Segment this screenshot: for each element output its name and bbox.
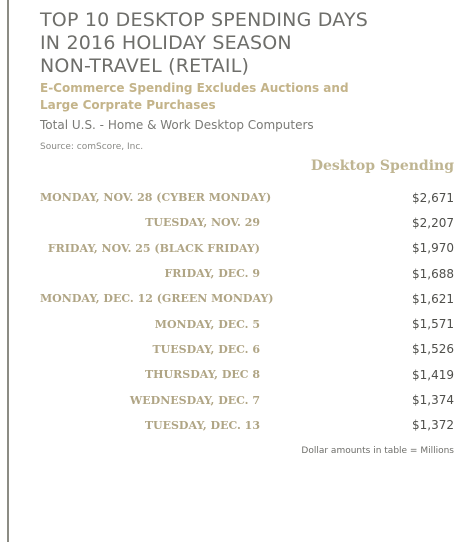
row-value: $1,526 xyxy=(412,342,454,357)
row-label: MONDAY, DEC. 5 xyxy=(154,317,260,331)
row-label: TUESDAY, NOV. 29 xyxy=(145,216,260,230)
title-line: TOP 10 DESKTOP SPENDING DAYS xyxy=(40,9,369,31)
table-row xyxy=(40,261,454,286)
row-label: MONDAY, DEC. 12 (GREEN MONDAY) xyxy=(40,292,274,306)
row-label: TUESDAY, DEC. 6 xyxy=(152,342,260,356)
title-line: NON-TRAVEL (RETAIL) xyxy=(40,55,250,77)
row-label: FRIDAY, NOV. 25 (BLACK FRIDAY) xyxy=(47,241,260,255)
row-label: WEDNESDAY, DEC. 7 xyxy=(129,393,260,407)
table-row xyxy=(40,413,454,438)
table-row xyxy=(40,210,454,235)
page-title xyxy=(40,9,454,78)
spending-table xyxy=(40,157,454,456)
table-row xyxy=(40,362,454,387)
row-value: $2,671 xyxy=(412,190,454,205)
row-value: $1,372 xyxy=(412,418,454,433)
table-row xyxy=(40,387,454,412)
row-label: TUESDAY, DEC. 13 xyxy=(144,418,260,432)
table-row xyxy=(40,236,454,261)
row-label: THURSDAY, DEC 8 xyxy=(144,368,260,382)
row-value: $2,207 xyxy=(412,215,454,230)
table-row xyxy=(40,337,454,362)
left-border-rule xyxy=(7,0,9,542)
column-header: Desktop Spending xyxy=(310,158,454,174)
row-value: $1,621 xyxy=(412,291,454,306)
table-row xyxy=(40,286,454,311)
table-row xyxy=(40,185,454,210)
row-value: $1,688 xyxy=(412,266,454,281)
scope-text: Total U.S. - Home & Work Desktop Computers xyxy=(40,118,314,132)
row-label: MONDAY, NOV. 28 (CYBER MONDAY) xyxy=(40,191,272,205)
row-value: $1,571 xyxy=(412,317,454,332)
footnote: Dollar amounts in table = Millions xyxy=(301,445,454,456)
table-body xyxy=(40,185,454,438)
page-content xyxy=(40,0,454,456)
title-line: IN 2016 HOLIDAY SEASON xyxy=(40,32,292,54)
subtitle-line: E-Commerce Spending Excludes Auctions and xyxy=(40,81,349,95)
subtitle xyxy=(40,80,454,114)
subtitle-line: Large Corprate Purchases xyxy=(40,98,216,112)
table-row xyxy=(40,311,454,336)
row-label: FRIDAY, DEC. 9 xyxy=(164,267,260,281)
source-text: Source: comScore, Inc. xyxy=(40,142,144,152)
row-value: $1,374 xyxy=(412,393,454,408)
row-value: $1,970 xyxy=(412,241,454,256)
row-value: $1,419 xyxy=(412,367,454,382)
